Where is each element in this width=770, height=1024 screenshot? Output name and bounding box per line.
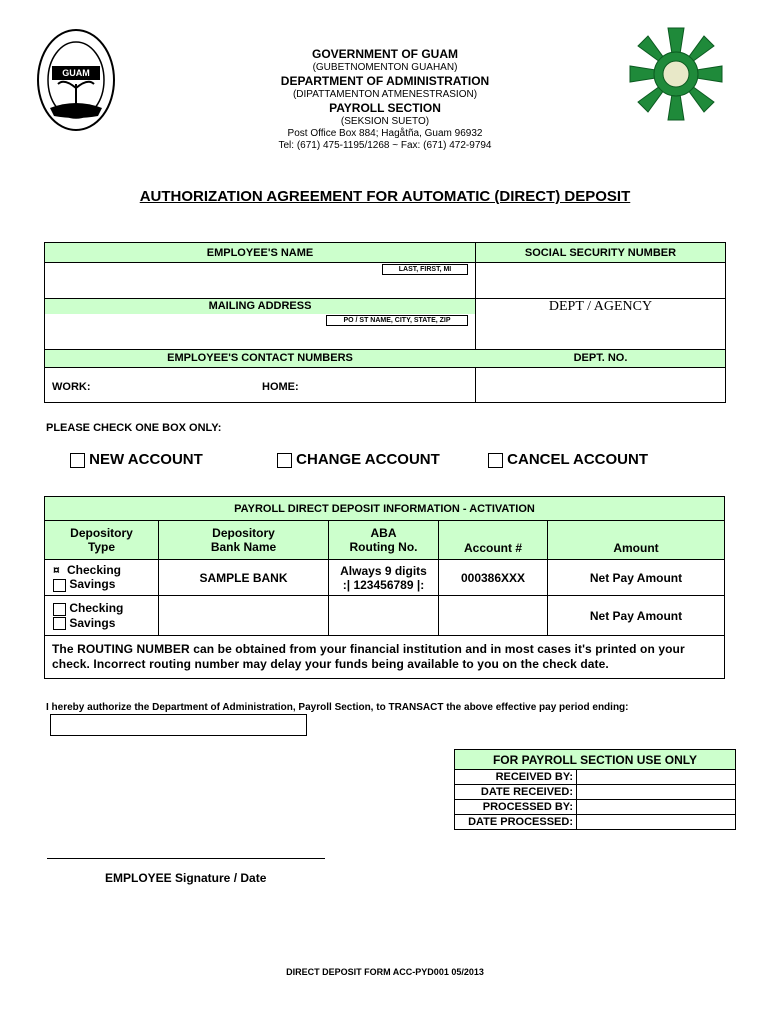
date-processed-field[interactable] xyxy=(577,815,736,830)
dept-agency-field[interactable] xyxy=(476,318,725,349)
dept-no-field[interactable] xyxy=(476,368,725,402)
department-title: DEPARTMENT OF ADMINISTRATION xyxy=(280,74,490,88)
received-by-field[interactable] xyxy=(577,770,736,785)
dept-agency-label: DEPT / AGENCY xyxy=(548,299,653,314)
routing-cell[interactable] xyxy=(329,596,439,636)
savings-label: Savings xyxy=(69,577,116,592)
checking-checkbox[interactable] xyxy=(53,603,66,616)
government-title: GOVERNMENT OF GUAM xyxy=(312,47,458,61)
routing-note: The ROUTING NUMBER can be obtained from your financial institution and in most cases it's printed on your check. Incorrect routing number may delay your funds being available to you on the check date. xyxy=(45,636,725,679)
signature-line[interactable] xyxy=(47,858,325,859)
checking-mark: ¤ xyxy=(53,563,60,578)
new-account-option[interactable] xyxy=(70,451,203,468)
signature-label: EMPLOYEE Signature / Date xyxy=(105,871,267,885)
new-account-checkbox[interactable] xyxy=(70,453,85,468)
amount-cell: Net Pay Amount xyxy=(548,560,725,596)
change-account-option[interactable] xyxy=(277,451,440,468)
col-amount: Amount xyxy=(548,521,725,560)
type-cell-1 xyxy=(45,560,159,596)
payroll-use-table xyxy=(454,749,736,830)
col-routing: ABA Routing No. xyxy=(329,521,439,560)
col-account: Account # xyxy=(439,521,548,560)
section-local: (SEKSION SUETO) xyxy=(340,116,430,127)
received-by-label: RECEIVED BY: xyxy=(455,770,577,785)
processed-by-label: PROCESSED BY: xyxy=(455,800,577,815)
ssn-field[interactable] xyxy=(476,263,725,298)
form-footer: DIRECT DEPOSIT FORM ACC-PYD001 05/2013 xyxy=(286,967,484,977)
section-title: PAYROLL SECTION xyxy=(329,101,441,115)
table-row xyxy=(45,560,725,596)
name-field[interactable] xyxy=(45,276,475,298)
deposit-heading: PAYROLL DIRECT DEPOSIT INFORMATION - ACTIVATION xyxy=(45,497,725,521)
savings-checkbox[interactable] xyxy=(53,579,66,592)
cancel-account-checkbox[interactable] xyxy=(488,453,503,468)
name-label: EMPLOYEE'S NAME xyxy=(206,247,314,259)
work-phone-field[interactable] xyxy=(90,372,250,400)
office-phone: Tel: (671) 475-1195/1268 ~ Fax: (671) 472-9794 xyxy=(278,140,492,151)
address-hint: PO / ST NAME, CITY, STATE, ZIP xyxy=(326,315,468,326)
department-local: (DIPATTAMENTON ATMENESTRASION) xyxy=(292,89,478,100)
cancel-account-option[interactable] xyxy=(488,451,648,468)
work-label: WORK: xyxy=(52,381,91,393)
check-instruction: PLEASE CHECK ONE BOX ONLY: xyxy=(46,422,222,434)
savings-checkbox[interactable] xyxy=(53,617,66,630)
dept-no-label: DEPT. NO. xyxy=(573,352,628,364)
department-emblem xyxy=(626,26,726,122)
form-title: AUTHORIZATION AGREEMENT FOR AUTOMATIC (DIRECT) DEPOSIT xyxy=(139,188,631,205)
address-label: MAILING ADDRESS xyxy=(208,300,312,312)
pay-period-field[interactable] xyxy=(50,714,307,736)
address-field[interactable] xyxy=(45,327,475,349)
checking-label: Checking xyxy=(67,563,122,578)
date-processed-label: DATE PROCESSED: xyxy=(455,815,577,830)
cancel-account-label: CANCEL ACCOUNT xyxy=(507,451,649,468)
authorization-text: I hereby authorize the Department of Administration, Payroll Section, to TRANSACT the above effective pay period ending: xyxy=(46,702,629,713)
routing-cell[interactable]: Always 9 digits :| 123456789 |: xyxy=(329,560,439,596)
col-depository-type: Depository Type xyxy=(45,521,159,560)
contact-label: EMPLOYEE'S CONTACT NUMBERS xyxy=(167,352,353,364)
account-cell[interactable]: 000386XXX xyxy=(439,560,548,596)
table-row xyxy=(45,596,725,636)
date-received-label: DATE RECEIVED: xyxy=(455,785,577,800)
name-hint: LAST, FIRST, MI xyxy=(382,264,468,275)
home-label: HOME: xyxy=(262,381,299,393)
date-received-field[interactable] xyxy=(577,785,736,800)
checking-label: Checking xyxy=(69,601,124,616)
amount-cell: Net Pay Amount xyxy=(548,596,725,636)
ssn-label: SOCIAL SECURITY NUMBER xyxy=(524,247,677,259)
government-local: (GUBETNOMENTON GUAHAN) xyxy=(312,62,458,73)
home-phone-field[interactable] xyxy=(298,372,468,400)
type-cell-2 xyxy=(45,596,159,636)
col-bank-name: Depository Bank Name xyxy=(159,521,329,560)
guam-seal xyxy=(36,28,116,132)
new-account-label: NEW ACCOUNT xyxy=(89,451,203,468)
change-account-checkbox[interactable] xyxy=(277,453,292,468)
processed-by-field[interactable] xyxy=(577,800,736,815)
office-address: Post Office Box 884; Hagåtña, Guam 96932 xyxy=(287,128,483,139)
change-account-label: CHANGE ACCOUNT xyxy=(296,451,440,468)
bank-name-cell[interactable]: SAMPLE BANK xyxy=(159,560,329,596)
payroll-use-heading: FOR PAYROLL SECTION USE ONLY xyxy=(455,750,736,770)
direct-deposit-table xyxy=(44,496,725,679)
bank-name-cell[interactable] xyxy=(159,596,329,636)
seal-center-text: GUAM xyxy=(62,68,90,78)
account-cell[interactable] xyxy=(439,596,548,636)
savings-label: Savings xyxy=(69,615,116,630)
